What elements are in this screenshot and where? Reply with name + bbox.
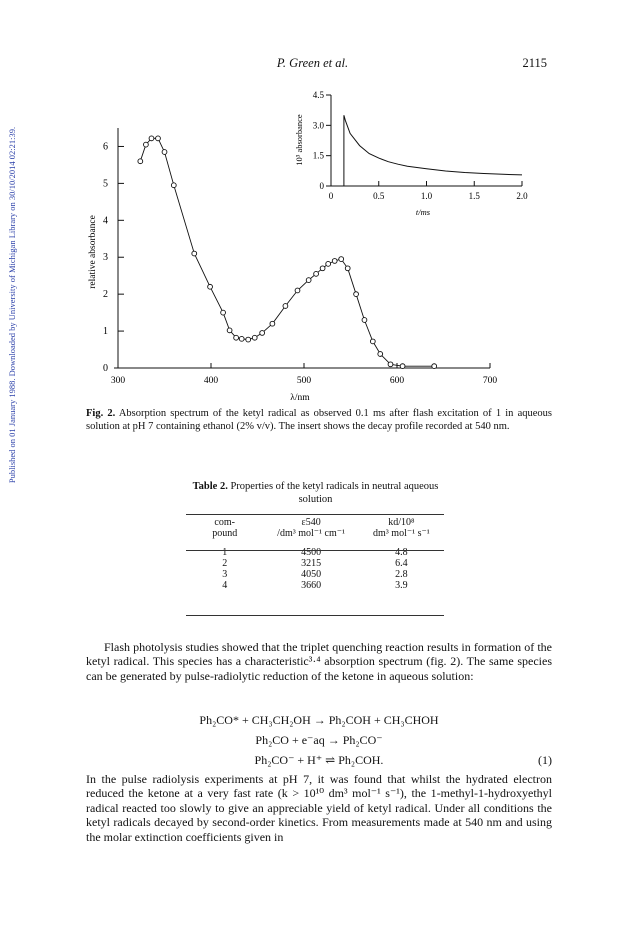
spectrum-point [320,266,325,271]
main-y-tick-label: 4 [103,215,108,227]
main-y-tick-label: 0 [103,363,108,374]
spectrum-point [149,136,154,141]
table-caption-label: Table 2. [192,481,228,492]
table-cell: 4.8 [395,547,408,558]
spectrum-point [260,331,265,336]
spectrum-point [378,352,383,357]
main-x-tick-label: 500 [296,376,312,386]
inset-y-label: 10³ absorbance [294,114,304,166]
table-header-row [186,515,444,541]
inset-y-tick-label: 0 [319,181,324,191]
table-caption-text: Properties of the ketyl radicals in neutral aqueous solution [227,481,439,505]
table-cell: 6.4 [395,558,408,569]
main-x-label: λ/nm [290,393,310,403]
spectrum-point [295,288,300,293]
main-x-tick-label: 700 [482,376,498,386]
spectrum-point [332,259,337,264]
table-cell: 4 [222,580,228,591]
spectrum-chart [88,128,497,403]
table-cell: 3.9 [395,580,408,591]
main-y-tick-label: 6 [103,141,108,153]
table-row [186,580,444,591]
spectrum-line [140,138,434,366]
table-header-rule [186,550,444,551]
col-compound: com- pound [212,517,238,539]
main-y-tick-label: 3 [103,252,108,264]
table-cell: 3660 [301,580,322,591]
table-cell: 4050 [301,569,322,580]
table-cell: 2 [222,558,228,569]
table-cell: 2.8 [395,569,408,580]
spectrum-point [400,364,405,369]
main-x-tick-label: 400 [203,376,219,386]
inset-decay-chart [294,90,528,217]
equation-number: (1) [538,753,552,767]
download-watermark: Published on 01 January 1988. Downloaded by University of Michigan Library on 30/10/2014 02:21:39. [7,126,17,484]
spectrum-point [370,339,375,344]
col-rate: kd/10⁸ dm³ mol⁻¹ s⁻¹ [373,517,430,539]
spectrum-point [362,318,367,323]
spectrum-point [388,362,393,367]
equation-3: Ph₂CO⁻ + H⁺ ⇌ Ph₂COH. [254,753,384,767]
spectrum-point [162,150,167,155]
equation-2: Ph₂CO + e⁻aq → Ph₂CO⁻ [255,733,383,747]
inset-x-tick-label: 0 [328,191,334,201]
spectrum-point [354,292,359,297]
main-y-label: relative absorbance [88,215,98,289]
spectrum-point [345,266,350,271]
main-x-tick-label: 600 [389,376,405,386]
figure-caption-text: Absorption spectrum of the ketyl radical as observed 0.1 ms after flash excitation of 1 in aqueous solution at pH 7 containing ethanol (2% v/v). The insert shows the decay profile recorded at 540 nm. [86,408,552,432]
spectrum-point [314,271,319,276]
main-y-tick-label: 1 [103,326,108,338]
paragraph-2: In the pulse radiolysis experiments at pH 7, it was found that whilst the hydrated electron reduced the ketone at a very fast rate (k > 10¹⁰ dm³ mol⁻¹ s⁻¹), the 1-methyl-1-hydroxyethyl radical reacted too slowly to give an appreciable yield of ketyl radical. Under all conditions the ketyl radicals decayed by second-order kinetics. From measurements made at 540 nm and using the molar extinction coefficients given in [86,772,552,844]
spectrum-point [144,142,149,147]
spectrum-point [306,278,311,283]
table-row [186,558,444,569]
spectrum-point [208,284,213,289]
main-x-tick-label: 300 [110,376,126,386]
spectrum-point [252,335,257,340]
inset-x-tick-label: 2.0 [516,191,528,201]
inset-y-tick-label: 3.0 [312,120,324,131]
spectrum-point [138,159,143,164]
inset-x-tick-label: 0.5 [373,191,385,201]
equation-1: Ph₂CO* + CH₃CH₂OH → Ph₂COH + CH₃CHOH [199,713,439,727]
table-row [186,569,444,580]
inset-x-tick-label: 1.0 [420,191,433,201]
spectrum-point [192,251,197,256]
table-cell: 3 [222,569,228,580]
main-y-tick-label: 2 [103,289,108,301]
spectrum-point [227,328,232,333]
spectrum-point [432,364,437,369]
figure-2 [0,0,625,410]
table-cell: 4500 [301,547,322,558]
inset-y-tick-label: 1.5 [312,150,324,161]
spectrum-point [283,304,288,309]
spectrum-point [221,310,226,315]
table-caption [178,480,453,506]
properties-table [186,515,444,591]
spectrum-point [326,261,331,266]
decay-curve [331,115,522,186]
table-bottom-rule [186,615,444,616]
spectrum-point [270,321,275,326]
running-header-authors: P. Green et al. [276,56,349,70]
spectrum-point [339,257,344,262]
main-y-tick-label: 5 [103,178,108,190]
col-extinction: ε540 /dm³ mol⁻¹ cm⁻¹ [277,517,346,539]
inset-x-label: t/ms [415,207,431,217]
spectrum-point [246,337,251,342]
table-cell: 1 [222,547,228,558]
spectrum-point [156,136,161,141]
paragraph-1: Flash photolysis studies showed that the triplet quenching reaction results in formation of the ketyl radical. This species has a characteristic³·⁴ absorption spectrum (fig. 2). The same species can be generated by pulse-radiolytic reduction of the ketone in aqueous solution: [86,640,552,683]
spectrum-point [239,336,244,341]
spectrum-point [234,335,239,340]
spectrum-point [171,183,176,188]
table-cell: 3215 [301,558,322,569]
page-number: 2115 [522,56,547,70]
inset-y-tick-label: 4.5 [312,90,324,100]
figure-caption-label: Fig. 2. [86,408,116,419]
figure-caption [86,407,552,433]
inset-x-tick-label: 1.5 [468,191,480,201]
